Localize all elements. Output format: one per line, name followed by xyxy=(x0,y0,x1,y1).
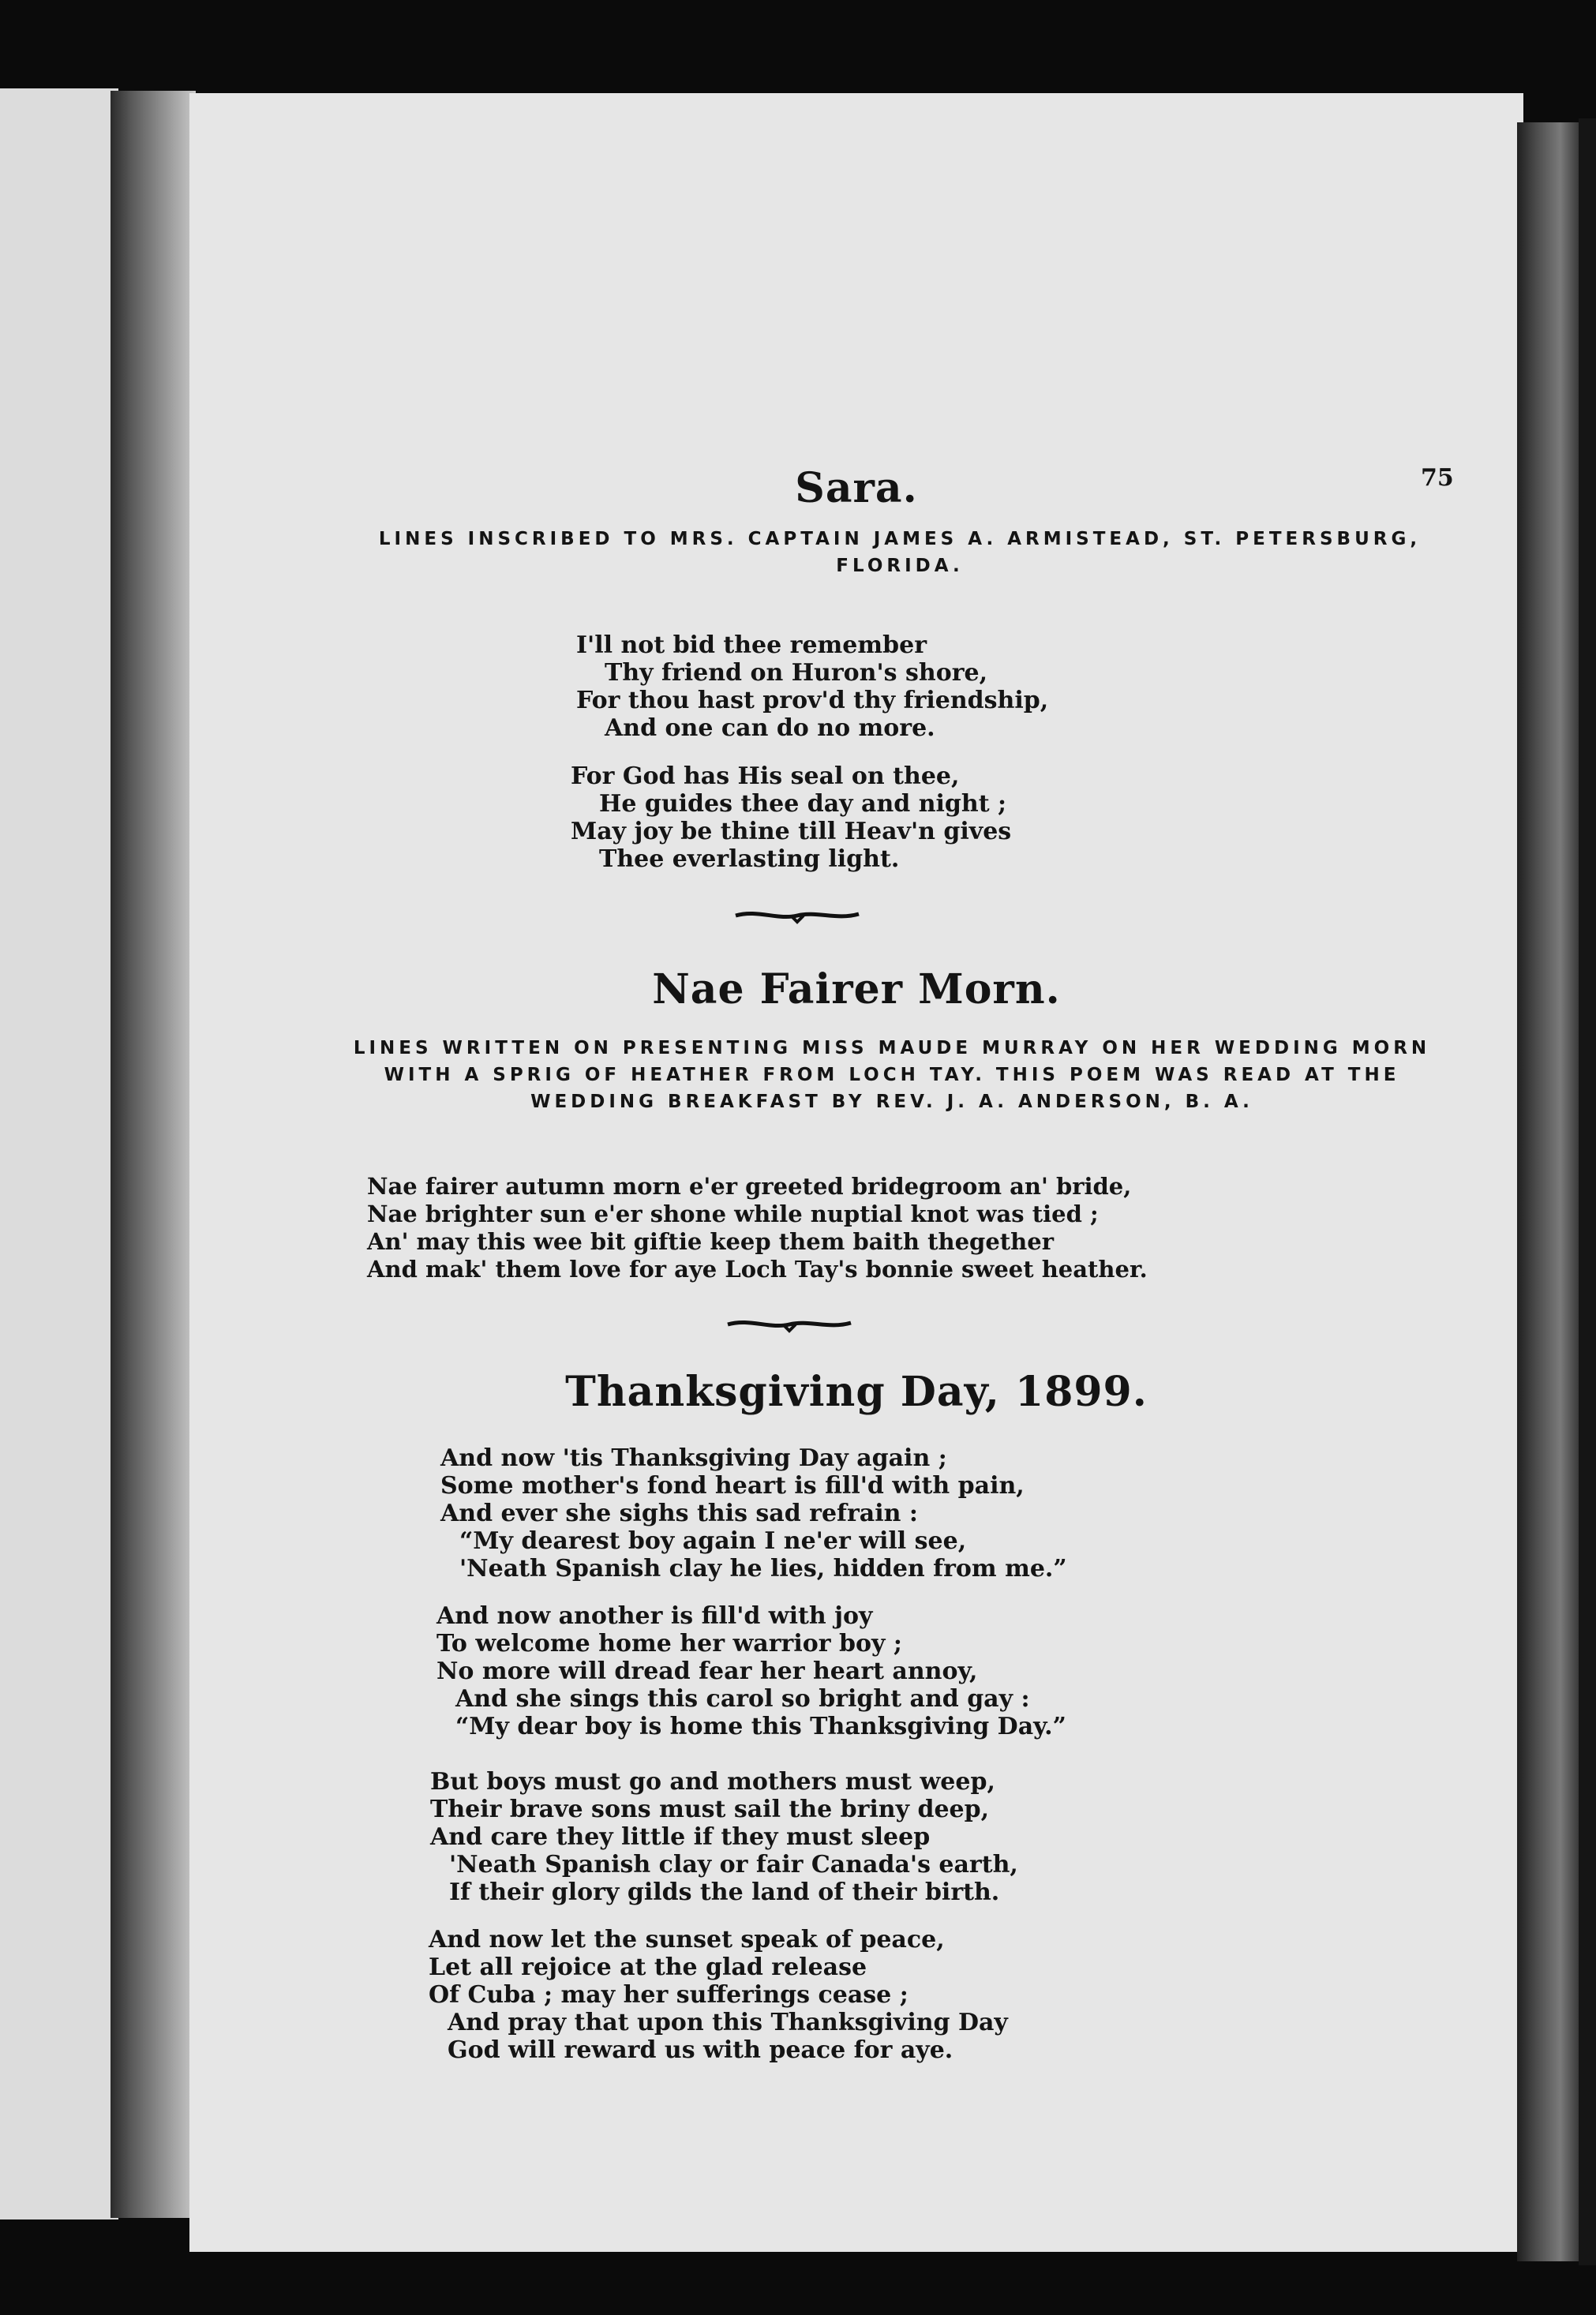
ornament-divider-2 xyxy=(726,1315,852,1334)
poem-line: No more will dread fear her heart annoy, xyxy=(436,1658,978,1685)
poem-line: 'Neath Spanish clay he lies, hidden from me.” xyxy=(459,1555,1067,1583)
stanza-sara-1 xyxy=(576,631,1048,742)
poem-line: And now let the sunset speak of peace, xyxy=(429,1926,945,1954)
book-page xyxy=(189,93,1523,2252)
page-number: 75 xyxy=(1421,464,1454,492)
poem-subtitle-nae-fairer-morn: LINES WRITTEN ON PRESENTING MISS MAUDE MURRAY ON HER WEDDING MORN WITH A SPRIG OF HEATHER FROM LOCH TAY. THIS POEM WAS READ AT THE WEDDING BREAKFAST BY REV. J. A. ANDERSON, B. A. xyxy=(353,1038,1431,1112)
book-gutter xyxy=(111,91,196,2218)
stanza-thanksgiving-1 xyxy=(440,1444,1067,1583)
poem-line: And care they little if they must sleep xyxy=(430,1823,931,1851)
poem-line: And now 'tis Thanksgiving Day again ; xyxy=(440,1444,947,1472)
poem-line: But boys must go and mothers must weep, xyxy=(430,1768,995,1796)
poem-line: Let all rejoice at the glad release xyxy=(429,1954,867,1981)
poem-line: 'Neath Spanish clay or fair Canada's earth, xyxy=(449,1851,1018,1879)
poem-line: Thee everlasting light. xyxy=(599,845,900,873)
poem-line: And ever she sighs this sad refrain : xyxy=(440,1500,918,1527)
page-edge-right xyxy=(1517,122,1579,2261)
poem-line: For thou hast prov'd thy friendship, xyxy=(576,687,1049,714)
scanner-border xyxy=(1579,118,1596,2265)
poem-line: Of Cuba ; may her sufferings cease ; xyxy=(429,1981,909,2009)
poem-line: If their glory gilds the land of their birth. xyxy=(449,1879,1000,1906)
stanza-nae-fairer-morn xyxy=(367,1173,1148,1283)
stanza-thanksgiving-3 xyxy=(430,1768,1018,1906)
poem-title-sara: Sara. xyxy=(795,464,918,512)
poem-line: May joy be thine till Heav'n gives xyxy=(571,818,1012,845)
poem-line: Nae brighter sun e'er shone while nuptial knot was tied ; xyxy=(367,1201,1099,1227)
poem-line: An' may this wee bit giftie keep them baith thegether xyxy=(367,1228,1054,1255)
poem-title-thanksgiving-day: Thanksgiving Day, 1899. xyxy=(565,1368,1148,1416)
poem-line: “My dear boy is home this Thanksgiving Day.” xyxy=(455,1713,1066,1740)
stanza-thanksgiving-2 xyxy=(436,1602,1066,1740)
poem-line: To welcome home her warrior boy ; xyxy=(436,1630,902,1658)
poem-line: Their brave sons must sail the briny deep, xyxy=(430,1796,990,1823)
poem-line: And one can do no more. xyxy=(605,714,935,742)
stanza-thanksgiving-4 xyxy=(429,1926,1008,2064)
poem-line: Thy friend on Huron's shore, xyxy=(605,659,988,687)
poem-line: And now another is fill'd with joy xyxy=(436,1602,873,1630)
poem-line: Some mother's fond heart is fill'd with pain, xyxy=(440,1472,1025,1500)
poem-line: God will reward us with peace for aye. xyxy=(448,2036,953,2064)
ornament-divider-1 xyxy=(734,906,860,925)
poem-line: Nae fairer autumn morn e'er greeted bridegroom an' bride, xyxy=(367,1173,1132,1200)
stanza-sara-2 xyxy=(571,762,1011,873)
poem-title-nae-fairer-morn: Nae Fairer Morn. xyxy=(652,965,1061,1013)
poem-line: “My dearest boy again I ne'er will see, xyxy=(459,1527,967,1555)
poem-line: And she sings this carol so bright and gay : xyxy=(455,1685,1030,1713)
poem-line: For God has His seal on thee, xyxy=(571,762,960,790)
poem-line: And mak' them love for aye Loch Tay's bonnie sweet heather. xyxy=(367,1256,1148,1283)
poem-subtitle-sara: LINES INSCRIBED TO MRS. CAPTAIN JAMES A. ARMISTEAD, ST. PETERSBURG, FLORIDA. xyxy=(378,529,1422,576)
poem-line: He guides thee day and night ; xyxy=(599,790,1007,818)
poem-line: And pray that upon this Thanksgiving Day xyxy=(448,2009,1008,2036)
poem-line: I'll not bid thee remember xyxy=(576,631,927,659)
facing-page-edge xyxy=(0,88,118,2219)
